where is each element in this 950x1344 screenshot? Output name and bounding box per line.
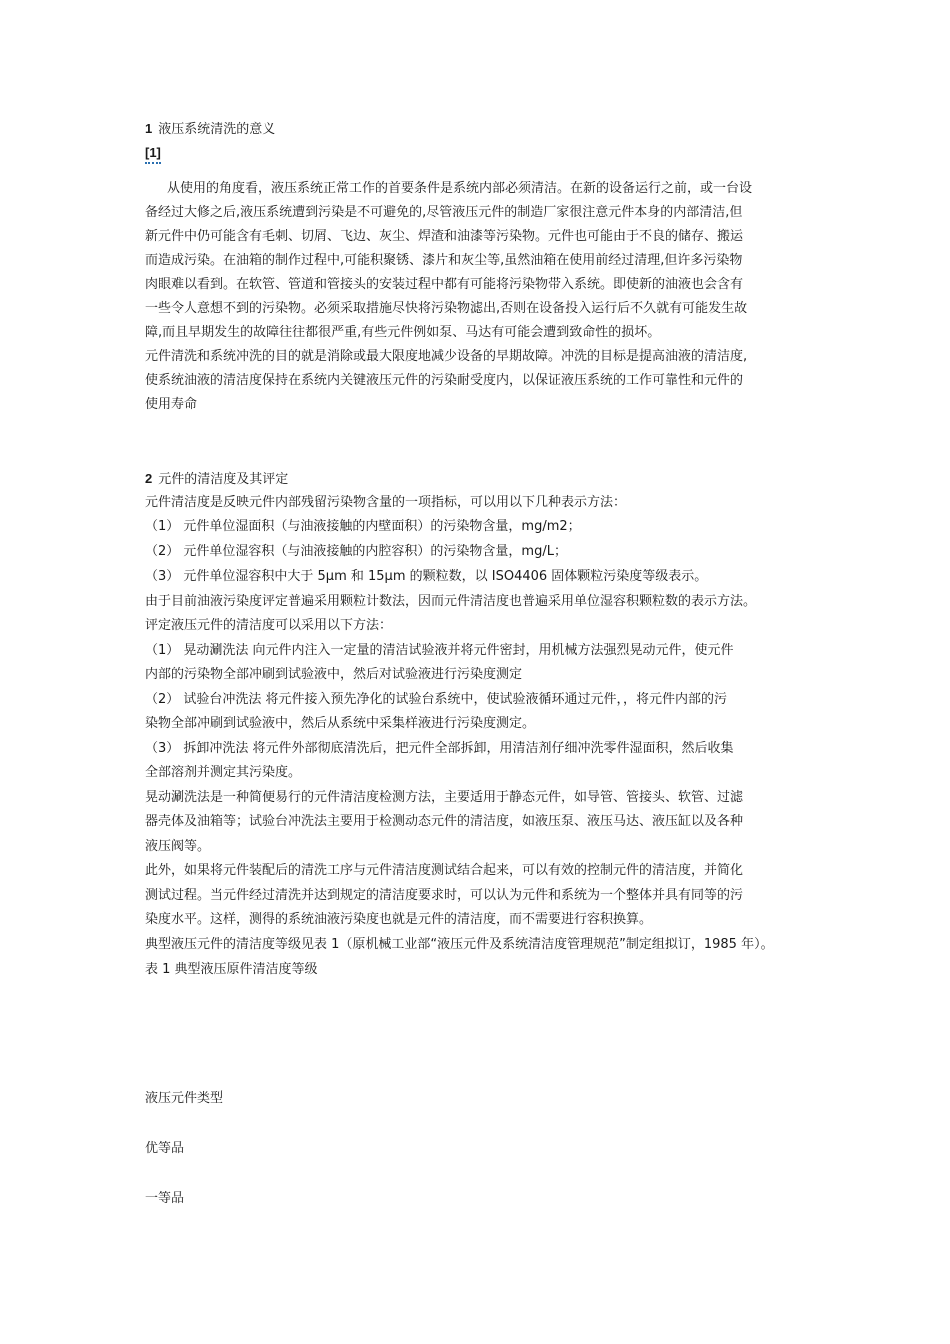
section-number: 1 [145, 121, 153, 136]
section-2-heading [145, 470, 288, 489]
reference-link[interactable]: [1] [145, 144, 161, 164]
paragraph-line: 障,而且早期发生的故障往往都很严重,有些元件例如泵、马达有可能会遭到致命性的损坏。 [145, 325, 661, 340]
paragraph-line: 由于目前油液污染度评定普遍采用颗粒计数法，因而元件清洁度也普遍采用单位湿容积颗粒数的表示方法。 [145, 594, 757, 609]
paragraph-line: 使系统油液的清洁度保持在系统内关键液压元件的污染耐受度内，以保证液压系统的工作可靠性和元件的 [145, 373, 744, 388]
paragraph-line: 测试过程。当元件经过清洗并达到规定的清洁度要求时，可以认为元件和系统为一个整体并具有同等的污 [145, 888, 744, 903]
paragraph-line: 晃动涮洗法是一种简便易行的元件清洁度检测方法，主要适用于静态元件，如导管、管接头、软管、过滤 [145, 790, 744, 805]
list-item: （2） 试验台冲洗法 将元件接入预先净化的试验台系统中，使试验液循环通过元件，，将元件内部的污 [145, 692, 728, 707]
list-item: （3） 拆卸冲洗法 将元件外部彻底清洗后，把元件全部拆卸，用清洁剂仔细冲洗零件湿面积，然后收集 [145, 741, 734, 756]
section-1-heading [145, 120, 275, 139]
paragraph-line: 液压阀等。 [145, 839, 211, 854]
paragraph-line: 新元件中仍可能含有毛刺、切屑、飞边、灰尘、焊渣和油漆等污染物。元件也可能由于不良的储存、搬运 [145, 229, 744, 244]
section-number: 2 [145, 471, 153, 486]
table-header-first-grade: 一等品 [145, 1191, 185, 1206]
paragraph-line: 元件清洁度是反映元件内部残留污染物含量的一项指标，可以用以下几种表示方法： [145, 495, 627, 510]
paragraph-line: 而造成污染。在油箱的制作过程中,可能积聚锈、漆片和灰尘等,虽然油箱在使用前经过清理,但许多污染物 [145, 253, 743, 268]
table-caption: 表 1 典型液压原件清洁度等级 [145, 962, 318, 977]
paragraph-line: 器壳体及油箱等；试验台冲洗法主要用于检测动态元件的清洁度，如液压泵、液压马达、液压缸以及各种 [145, 814, 744, 829]
table-header-excellent: 优等品 [145, 1141, 185, 1156]
paragraph-line: 此外，如果将元件装配后的清洗工序与元件清洁度测试结合起来，可以有效的控制元件的清洁度，并简化 [145, 863, 744, 878]
paragraph-line: 典型液压元件的清洁度等级见表 1（原机械工业部“液压元件及系统清洁度管理规范”制定组拟订，1985 年）。 [145, 937, 774, 952]
paragraph-line: 内部的污染物全部冲刷到试验液中，然后对试验液进行污染度测定 [145, 667, 523, 682]
paragraph-line: 全部溶剂并测定其污染度。 [145, 765, 302, 780]
paragraph-line: 肉眼难以看到。在软管、管道和管接头的安装过程中都有可能将污染物带入系统。即使新的油液也会含有 [145, 277, 744, 292]
paragraph-line: 一些令人意想不到的污染物。必须采取措施尽快将污染物滤出,否则在设备投入运行后不久就有可能发生故 [145, 301, 748, 316]
table-header-type: 液压元件类型 [145, 1091, 224, 1106]
list-item: （1） 晃动涮洗法 向元件内注入一定量的清洁试验液并将元件密封，用机械方法强烈晃动元件，使元件 [145, 643, 734, 658]
paragraph-line: 备经过大修之后,液压系统遭到污染是不可避免的,尽管液压元件的制造厂家很注意元件本身的内部清洁,但 [145, 205, 743, 220]
section-title: 液压系统清洗的意义 [158, 122, 276, 137]
list-item: （3） 元件单位湿容积中大于 5μm 和 15μm 的颗粒数，以 ISO4406 固体颗粒污染度等级表示。 [145, 569, 708, 584]
paragraph-line: 元件清洗和系统冲洗的目的就是消除或最大限度地减少设备的早期故障。冲洗的目标是提高油液的清洁度, [145, 349, 748, 364]
paragraph-line: 评定液压元件的清洁度可以采用以下方法： [145, 618, 393, 633]
list-item: （2） 元件单位湿容积（与油液接触的内腔容积）的污染物含量，mg/L； [145, 544, 567, 559]
list-item: （1） 元件单位湿面积（与油液接触的内壁面积）的污染物含量，mg/m2； [145, 519, 581, 534]
section-title: 元件的清洁度及其评定 [158, 472, 289, 487]
paragraph-line: 从使用的角度看，液压系统正常工作的首要条件是系统内部必须清洁。在新的设备运行之前，或一台设 [167, 181, 753, 196]
paragraph-line: 染度水平。这样，测得的系统油液污染度也就是元件的清洁度，而不需要进行容积换算。 [145, 912, 653, 927]
paragraph-line: 染物全部冲刷到试验液中，然后从系统中采集样液进行污染度测定。 [145, 716, 536, 731]
paragraph-line: 使用寿命 [145, 397, 198, 412]
